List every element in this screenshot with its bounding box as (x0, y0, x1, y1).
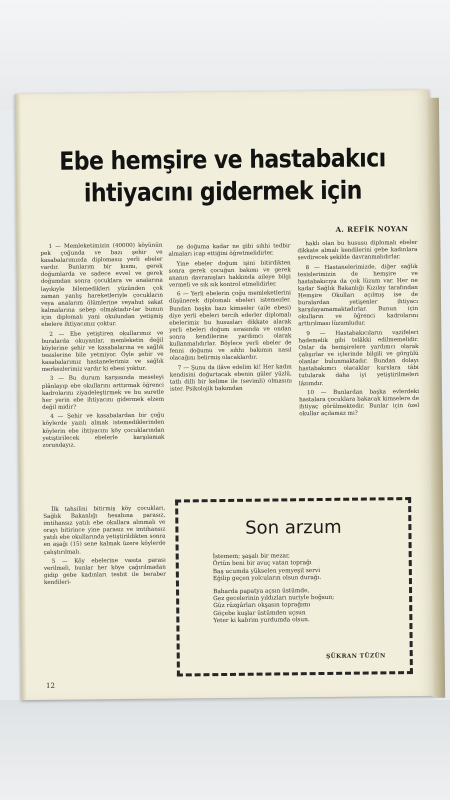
background-bottom (0, 700, 450, 800)
poem-body (213, 552, 404, 631)
poem-line: Baş ucumda yükselen yemyeşil servi (212, 567, 321, 575)
page-edge (427, 98, 445, 698)
poem-line: Örtün beni bir avuç vatan toprağı (212, 560, 312, 568)
poem-line: Eğilip geçen yolcuların olsun durağı. (212, 575, 322, 583)
article-column-2 (168, 243, 292, 396)
poem-line: İstemem; şaşalı bir mezar, (212, 553, 290, 561)
paragraph: Yine ebeler doğum işini bitirdikten sonra gerek çocuğun bakımı ve gerek ananın davranışları hakkında aileye bilgi vermeli ve sık sık kontrol etmelidirler. (168, 259, 291, 289)
paragraph: haklı olan bu hususu diplomalı ebeler dikkate almalı kendilerini gebe kadınlara sevdirecek şekilde davranmalıdırlar. (297, 239, 418, 262)
poem-line: Güz rüzgârları okşasın toprağımı (213, 602, 311, 610)
paragraph: ne doğuma kadar ne gibi sıhhi tedbir almaları icap ettiğini öğretmelidirler. (168, 243, 291, 258)
paragraph: 6 — Yerli ebelerin çoğu memleketlerini düşünerek diplomalı ebeleri istemezler. Bundan başka bazı kimseler (aile ebesi) diye yerli ebeleri tercih ederler diplomalı ebelerimiz bu hususları dikkate alarak yerli ebeleri doğum sırasında ve ondan sonra kendilerine yardımcı olarak kullanmalıdırlar. Böylece yerli ebeler de fenni doğumu ve sıhhi bakımın nasıl olacağını belirmiş olacaklardır. (168, 290, 292, 362)
poem-stanza (213, 587, 403, 626)
paragraph: 2 — Ebe yetiştiren okullarımız ve buralarda okuyanlar, memleketin değil köylerine şehir ve kasabalarına ve sağlık tesislerine bile yetmiyor. Öyle şehir ve kasabalarımız hastanelerimiz ve sağlık merkezlerimiz vardır ki ebesi yoktur. (41, 330, 164, 373)
poem-box (175, 497, 413, 676)
paragraph: 7 — Şunu da ilâve edelim ki! Her kadın kendisini doğurtacak ebenin güler yüzlü, tatlı dilli bir kelime ile (sevimli) olmasını ister. Psikolojik bakımdan (169, 363, 292, 393)
poem-author: ŞÜKRAN TÜZÜN (326, 653, 386, 660)
poem-stanza (213, 552, 403, 584)
paragraph: 5 — Köy ebelerine vasıta parası verilmeli, bunlar her köye çağırılmadan gidip gebe kadınları tesbit ile beraber kendileri- (43, 557, 166, 587)
paragraph: 4 — Şehir ve kasabalardan bir çoğu köylerde yazılı almak istemediklerinden köylerin ebe ihtiyacını köy çocuklarından yetiştirilecek ebelerle karşılamak zorundayız. (42, 412, 165, 449)
paragraph: 9 — Hastabakıcıların vazifeleri hademelik gibi telâkki edilmemelidir. Onlar da hemşirelere yardımcı olarak çalışırlar ve içlerinde bilgili ve görgülü olanlar bulunmaktadır. Bundan dolayı hastabakımcı olacaklar kurslara tâbi tutularak daha iyi yetiştirilmeleri lâzımdır. (298, 329, 419, 387)
page-number: 12 (45, 681, 55, 690)
article-column-1 (40, 243, 164, 452)
poem-line: Baharda papatya açsın üstümde, (213, 587, 310, 595)
article-author: A. REFİK NOYAN (335, 224, 409, 234)
article-column-3 (297, 240, 419, 421)
poem-line: Gez gecelerinin yıldızları nuriyle boğsun; (213, 594, 335, 603)
poem-line: Göçebe kuşlar üstümden uçsun (213, 610, 306, 617)
page-spine (15, 94, 27, 700)
paragraph: 8 — Hastanelerimizde, diğer sağlık tesislerimizin de hemşire ve hastabakıcıya da çok lüzum var. Her ne kadar Sağlık Bakanlığı Kızılay tarafından Hemşire Okulları açılmış ise de buralardan yetişenler ihtiyacı karşılayamamaktadırlar. Bunun için okulların ve öğrenci kadrolarını arttırılması lüzumludur. (297, 263, 419, 328)
paragraph: 10 — Bunlardan başka evlerdeki hastalara çocuklara bakacak kimselere de ihtiyaç görülmektedir. Bunlar için özel okullar açılamaz mı? (299, 389, 420, 418)
paragraph: 3 — Bu durum karşısında meseleyi plânlayıp ebe okullarını arttırmak öğrenci kadrolarını ziyadeleştirmek ve bu suretle her yerin ebe ihtiyacını gidermek elzem değil midir? (41, 375, 165, 411)
paragraph: 1 — Memleketimizin (40000) köyünün pek çoğunda ve bazı şehir ve kasabalarımızda diplomasız yerli ebeler vardır. Bunlarım bir kısmı, gerek doğumlarda ve sadece evvel ve gerek doğumdan sonra çocuklara ve analarına layıkıyle bilemedikleri yüzünden çok zaman yanlış hareketleriyle çocukların veya analarım ölümlerine veyahut sakat kalmalarına sebep olmaktadır-lar bunun için diplomalı yani okulundan yetişmiş ebelere ihtiyacımız çoktur. (40, 242, 164, 328)
magazine-page (15, 90, 435, 700)
article-column-1-bottom (43, 506, 166, 590)
poem-title: Son arzum (245, 516, 342, 539)
paragraph: İlk tahsilini bitirmiş köy çocukları, Sağlık Bakanlığı hesabına parasız, imtihansız yatılı ebe okullara alınmalı ve orayı bitirince yine parasız ve imtihansız yatılı ebe okullarında yetiştirildikten sonra en aşağı (15) sene kalmak üzere köylerde çalıştırılmalı. (43, 505, 166, 556)
poem-line: Yeter ki kabrim yurdumda olsun. (213, 617, 310, 625)
article-title: Ebe hemşire ve hastabakıcı ihtiyacını gidermek için (59, 143, 386, 208)
